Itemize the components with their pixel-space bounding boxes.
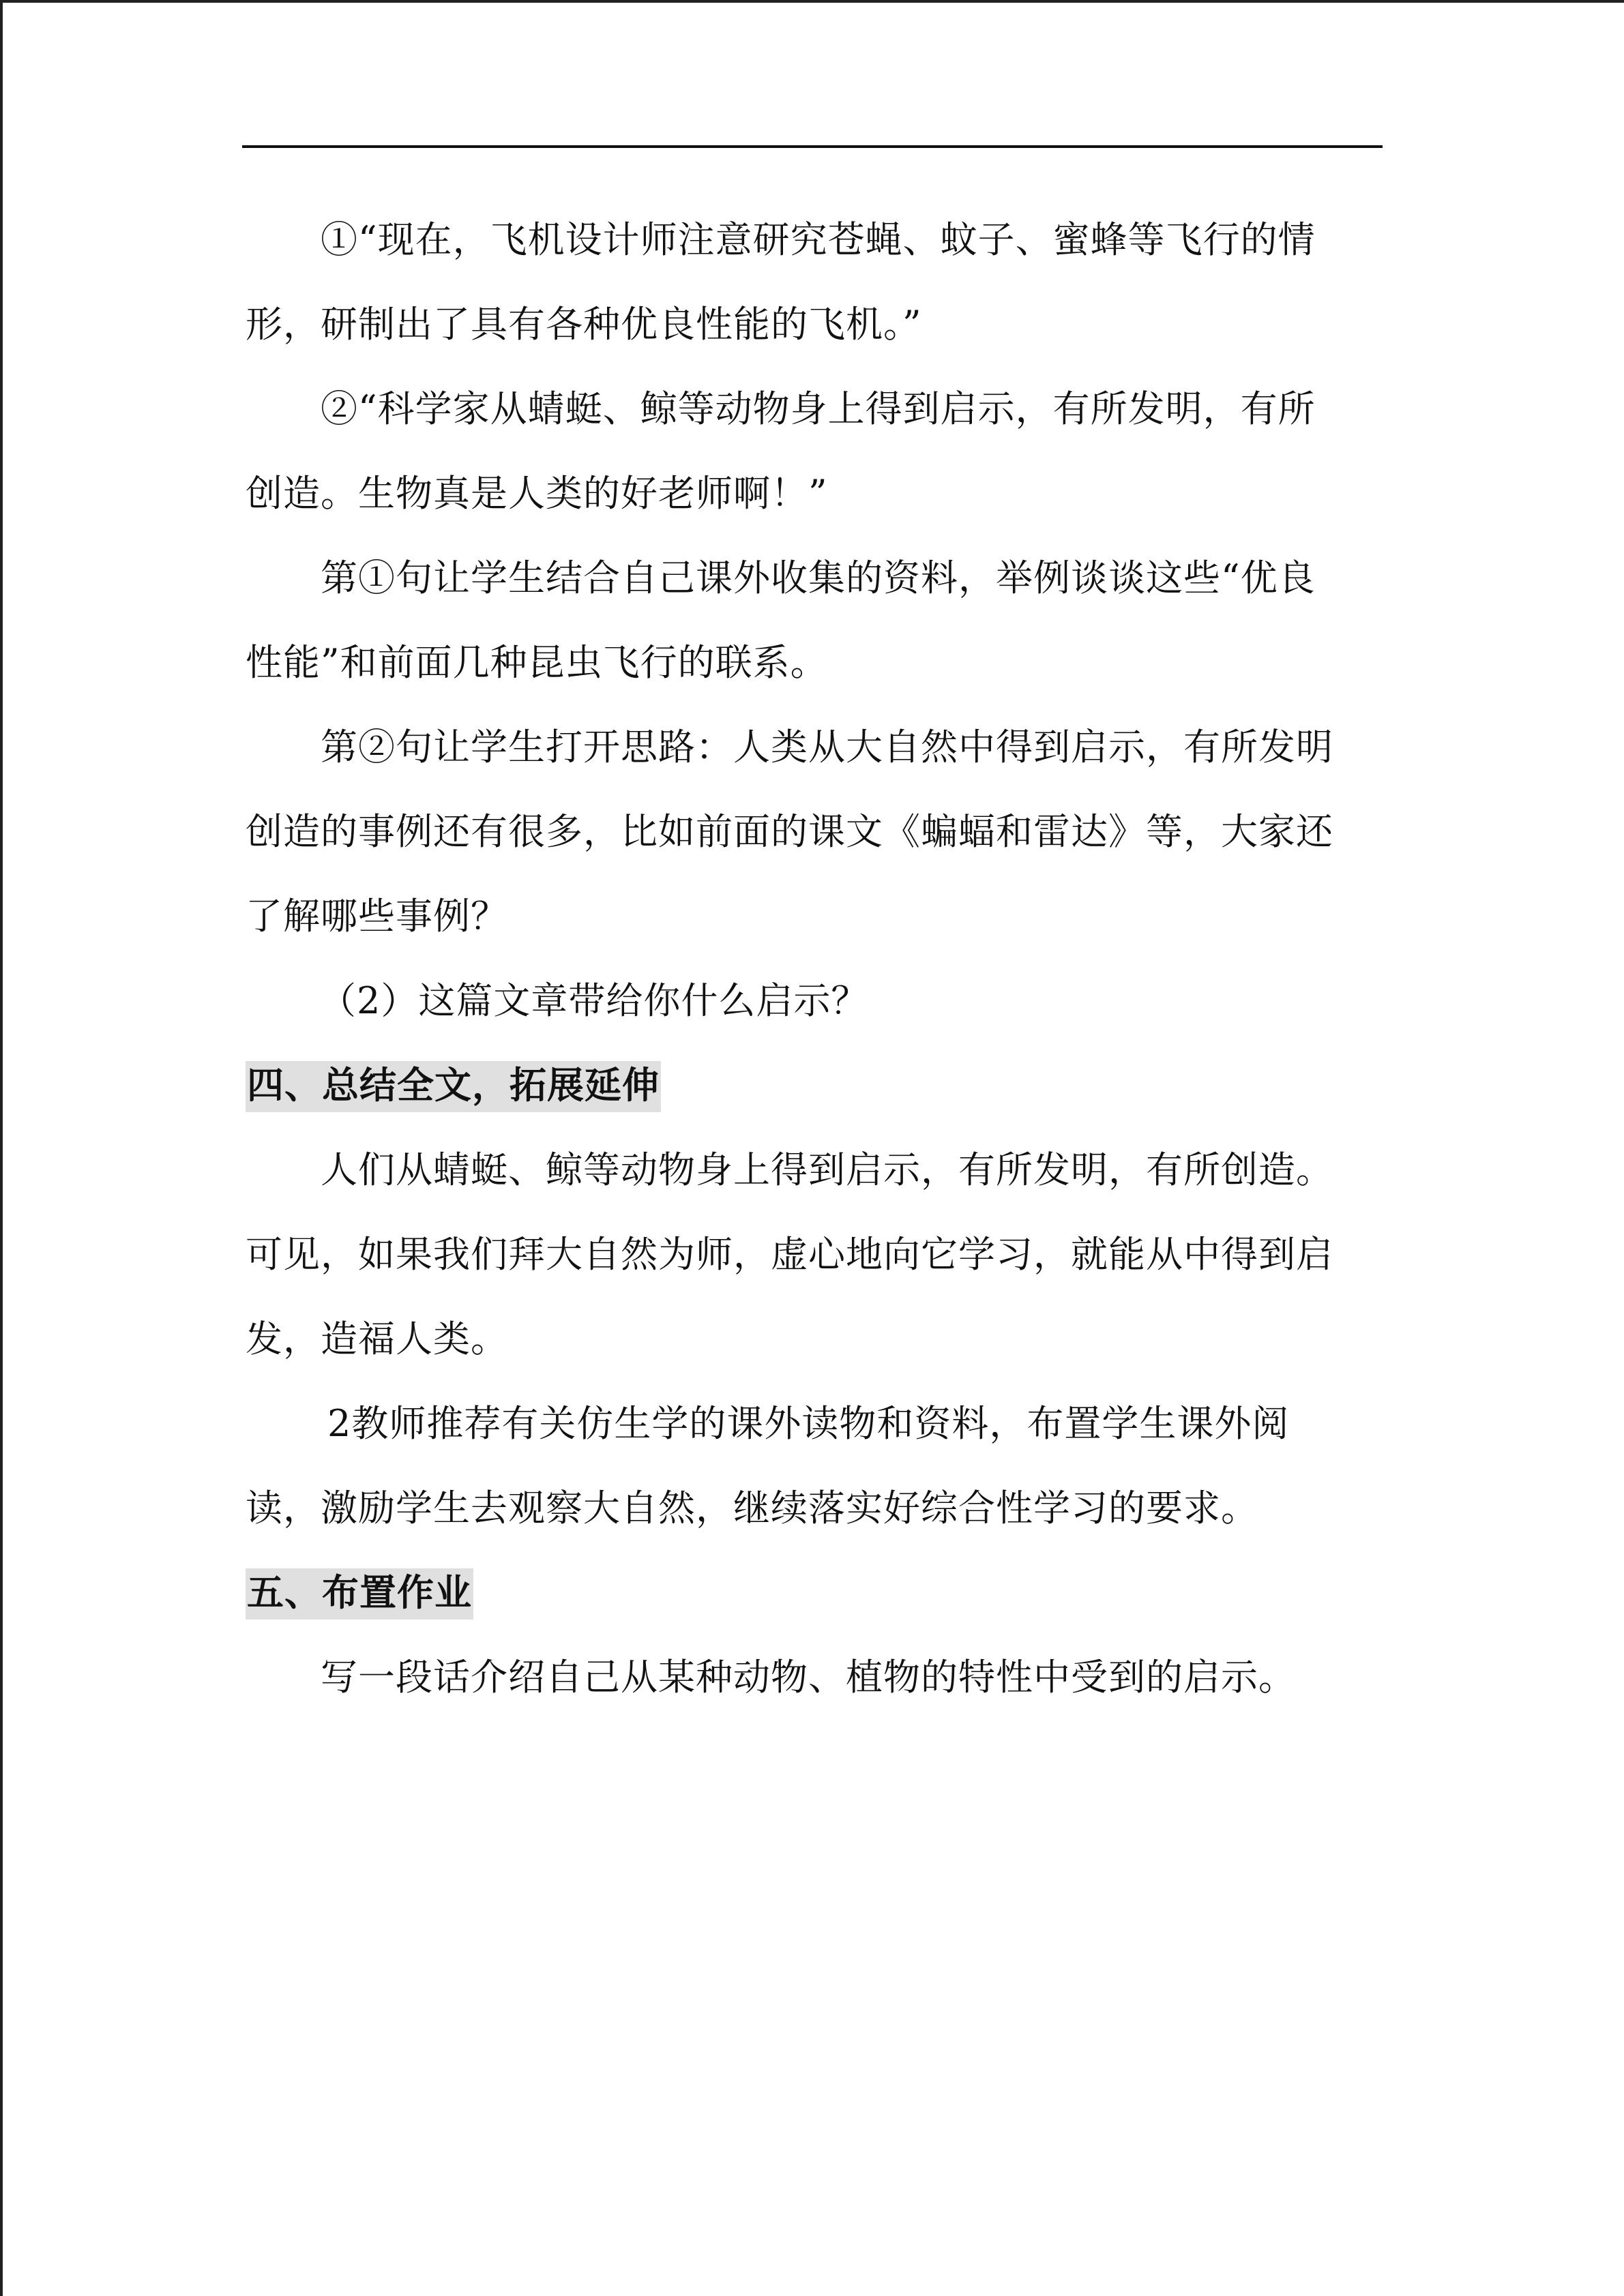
section-heading-homework [246,1551,1357,1635]
paragraph-line: 形，研制出了具有各种优良性能的飞机。” [246,303,922,346]
paragraph-line: 第②句让学生打开思路：人类从大自然中得到启示，有所发明 [321,726,1333,769]
question-line: （2）这篇文章带给你什么启示？ [319,979,869,1022]
section-heading-summary [246,1043,1357,1128]
paragraph-line: 发，造福人类。 [246,1317,508,1360]
paragraph-line: 创造的事例还有很多，比如前面的课文《蝙蝠和雷达》等，大家还 [246,810,1333,853]
paragraph-line: 第①句让学生结合自己课外收集的资料，举例谈谈这些“优良 [321,556,1316,599]
paragraph-line: 写一段话介绍自己从某种动物、植物的特性中受到的启示。 [321,1656,1296,1699]
header-rule [242,145,1383,148]
paragraph-line: 可见，如果我们拜大自然为师，虚心地向它学习，就能从中得到启 [246,1233,1333,1276]
paragraph-line: 性能”和前面几种昆虫飞行的联系。 [246,641,828,684]
paragraph-line: 读，激励学生去观察大自然，继续落实好综合性学习的要求。 [246,1487,1258,1530]
document-body [246,198,1357,1720]
section-heading-text: 四、总结全文，拓展延伸 [246,1061,661,1112]
paragraph-line: ①“现在，飞机设计师注意研究苍蝇、蚊子、蜜蜂等飞行的情 [321,218,1316,261]
section-heading-text: 五、布置作业 [246,1568,473,1620]
paragraph-line: 人们从蜻蜓、鲸等动物身上得到启示，有所发明，有所创造。 [321,1148,1333,1191]
paragraph-line: 2教师推荐有关仿生学的课外读物和资料，布置学生课外阅 [327,1402,1290,1445]
paragraph-line: 了解哪些事例？ [246,895,508,938]
paragraph-line: ②“科学家从蜻蜓、鲸等动物身上得到启示，有所发明，有所 [321,387,1316,430]
paragraph-line: 创造。生物真是人类的好老师啊！” [246,472,828,515]
